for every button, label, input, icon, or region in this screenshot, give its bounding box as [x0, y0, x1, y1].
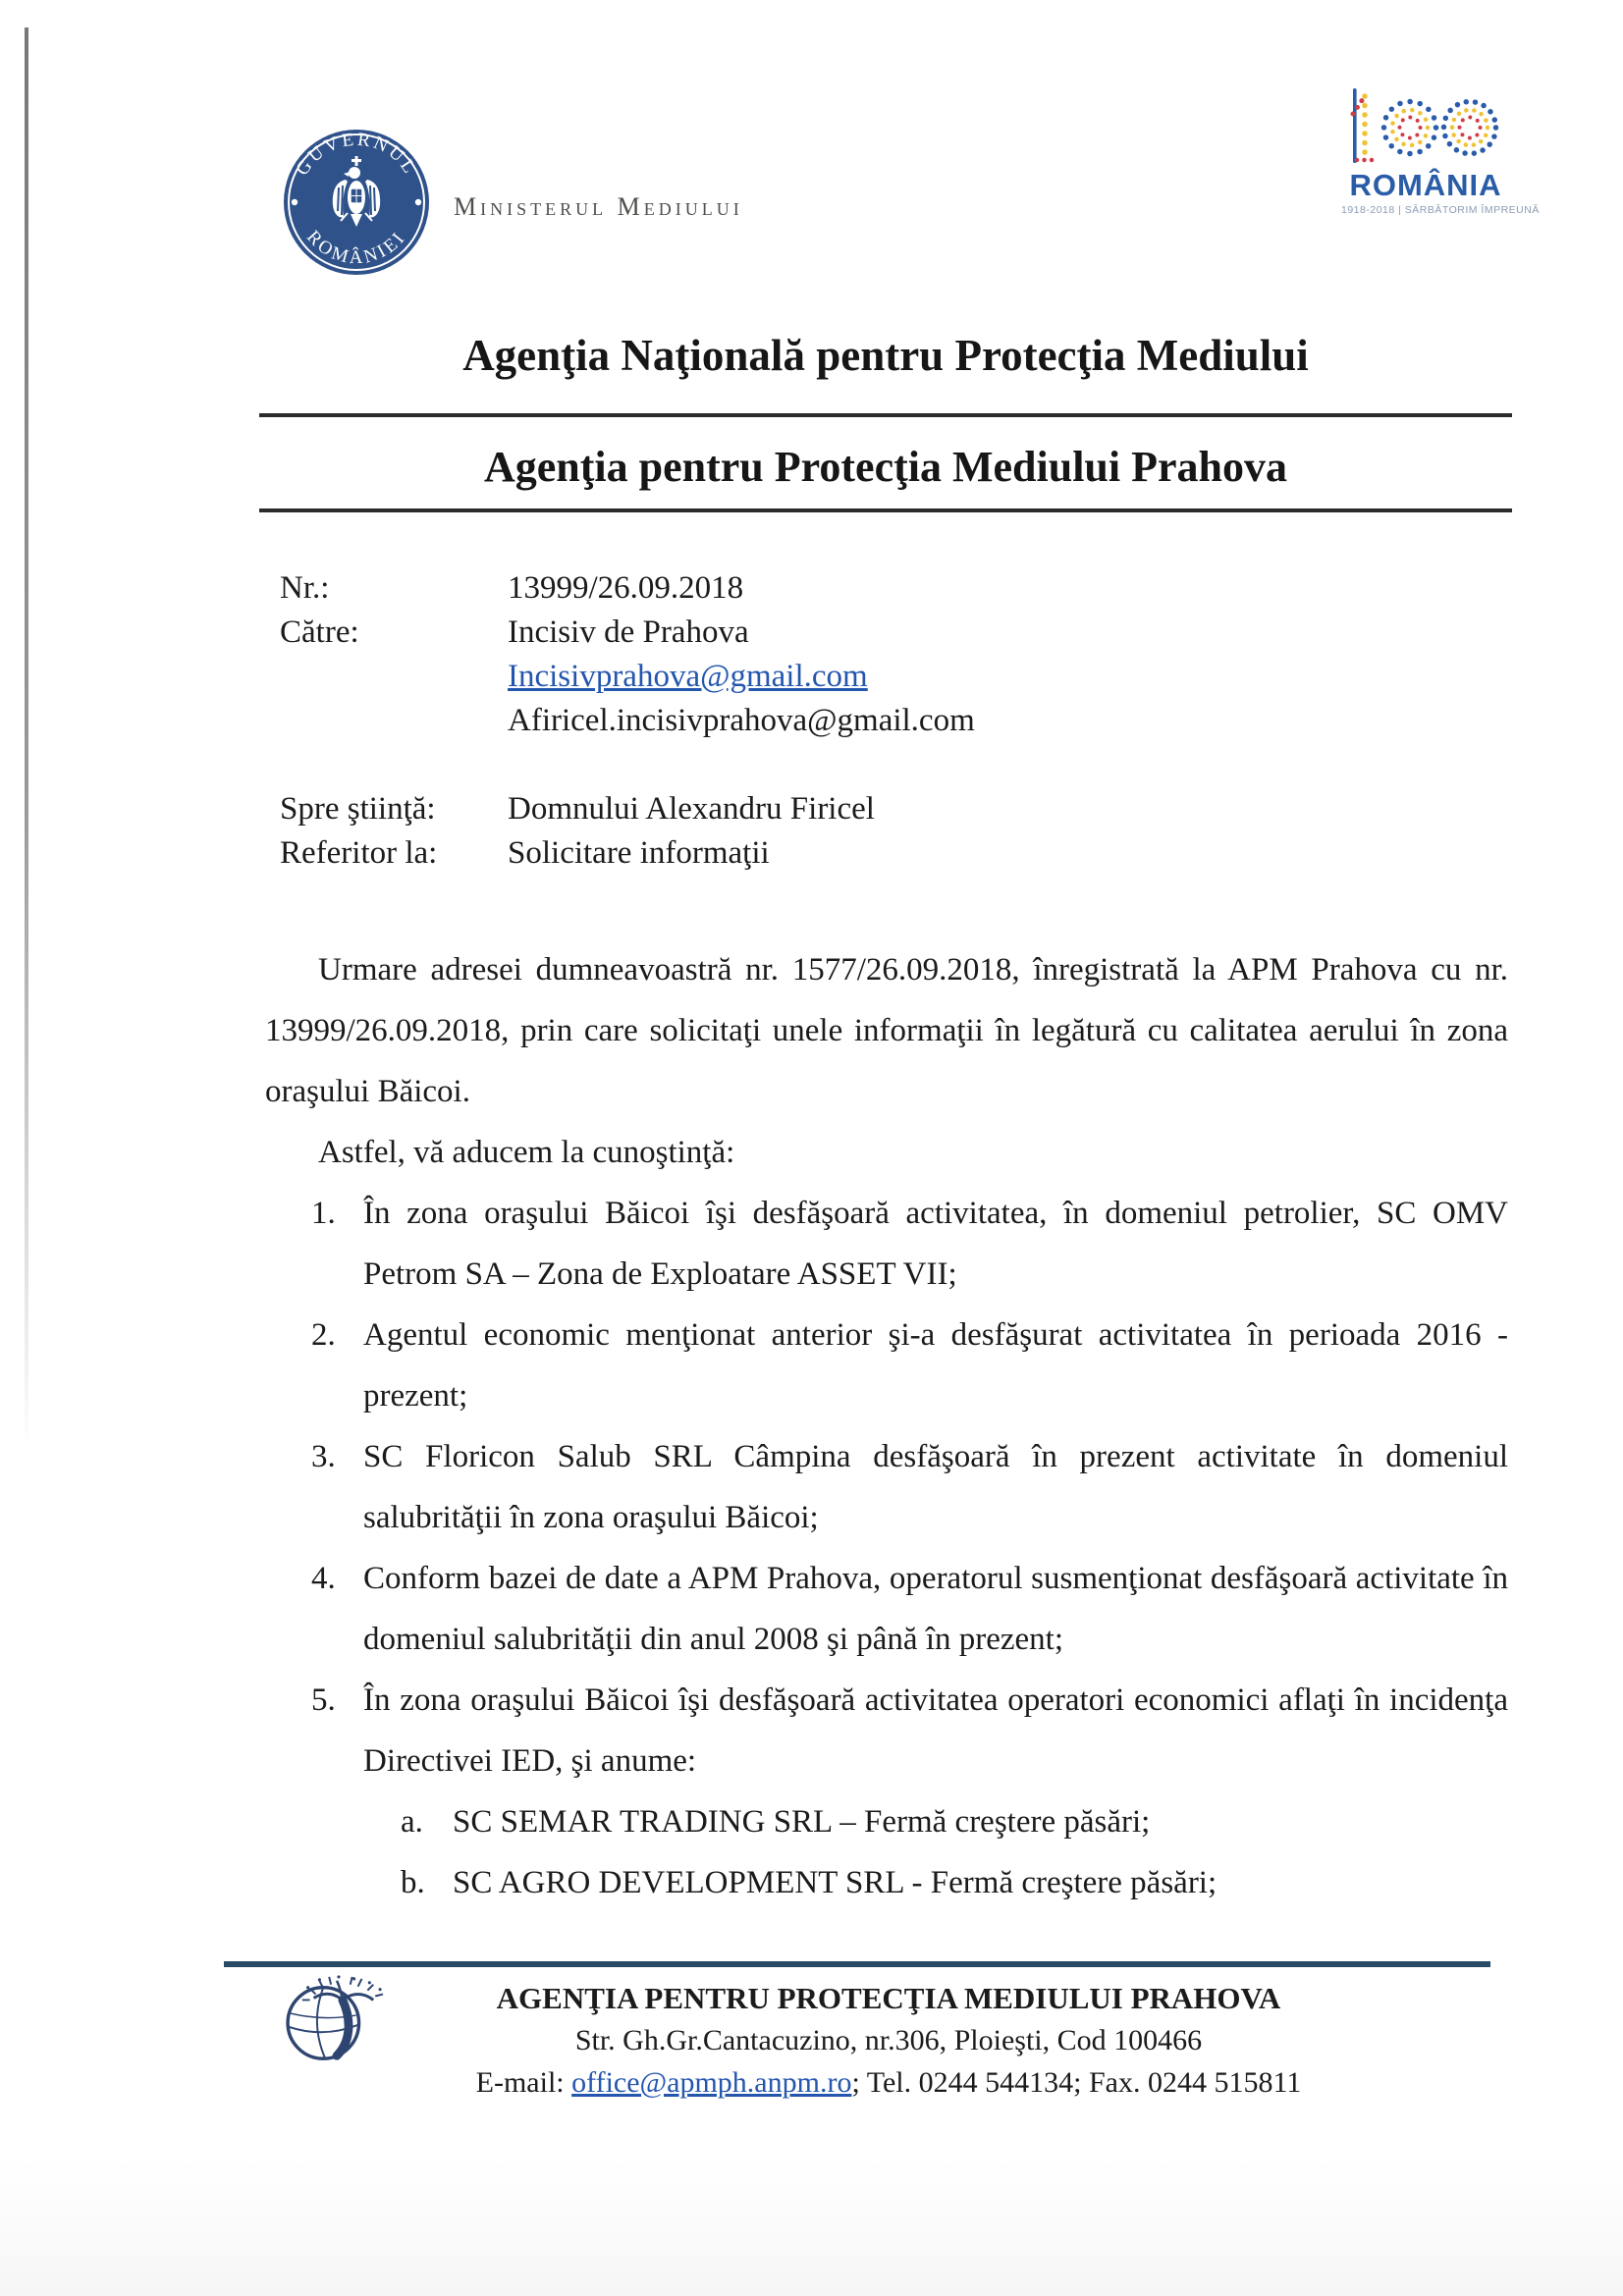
- list-item: [265, 1305, 1508, 1426]
- romania-centennial-logo: [1341, 86, 1540, 216]
- sub-item-letter: a.: [401, 1804, 423, 1840]
- lead-in-paragraph: Astfel, vă aducem la cunoştinţă:: [318, 1135, 735, 1170]
- centennial-tagline: 1918-2018 | SĂRBĂTORIM ÎMPREUNĂ: [1341, 204, 1540, 216]
- list-item-text: În zona oraşului Băicoi îşi desfăşoară activitatea operatori economici aflaţi în incidenţa Directivei IED, şi anume:: [363, 1682, 1508, 1779]
- list-item-number: 5.: [311, 1682, 336, 1718]
- title-divider-rule-bottom: [259, 508, 1512, 512]
- addressee-email-secondary: Afiricel.incisivprahova@gmail.com: [508, 703, 975, 738]
- meta-row-number: [280, 566, 975, 611]
- list-item: [265, 1183, 1508, 1305]
- cc-name: Domnului Alexandru Firicel: [508, 791, 875, 827]
- sub-list-item: [265, 1791, 1508, 1852]
- list-item-text: Agentul economic menţionat anterior şi-a desfăşurat activitatea în perioada 2016 - prezent;: [363, 1317, 1508, 1414]
- sub-item-text: SC AGRO DEVELOPMENT SRL - Fermă creştere păsări;: [453, 1865, 1217, 1900]
- addressee-email-link[interactable]: Incisivprahova@gmail.com: [508, 659, 868, 694]
- meta-label: [280, 655, 508, 699]
- registration-number: 13999/26.09.2018: [508, 570, 744, 606]
- list-item-text: În zona oraşului Băicoi îşi desfăşoară activitatea, în domeniul petrolier, SC OMV Petrom SA – Zona de Exploatare ASSET VII;: [363, 1196, 1508, 1292]
- list-item-number: 4.: [311, 1561, 336, 1596]
- centennial-100-icon: [1348, 86, 1503, 167]
- meta-row-email-2: [280, 699, 975, 743]
- footer-email-link[interactable]: office@apmph.anpm.ro: [571, 2066, 852, 2099]
- list-item-text: SC Floricon Salub SRL Câmpina desfăşoară în prezent activitate în domeniul salubrităţii în zona oraşului Băicoi;: [363, 1439, 1508, 1535]
- footer-contact-block: [324, 1977, 1453, 2104]
- subject-text: Solicitare informaţii: [508, 835, 770, 871]
- list-item: [265, 1426, 1508, 1548]
- seal-top-text: GUVERNUL: [292, 129, 421, 180]
- list-item-number: 1.: [311, 1196, 336, 1231]
- footer-email-label: E-mail:: [475, 2066, 572, 2099]
- intro-paragraph: Urmare adresei dumneavoastră nr. 1577/26.09.2018, înregistrată la APM Prahova cu nr. 13999/26.09.2018, prin care solicitaţi unele informaţii în legătură cu calitatea aerului în zona oraşului Băicoi.: [265, 952, 1508, 1109]
- government-of-romania-seal-icon: [283, 129, 430, 276]
- footer-phone-fax: ; Tel. 0244 544134; Fax. 0244 515811: [851, 2066, 1302, 2099]
- footer-address: Str. Gh.Gr.Cantacuzino, nr.306, Ploieşti, Cod 100466: [574, 2024, 1203, 2056]
- addressee-name: Incisiv de Prahova: [508, 614, 749, 650]
- letter-body: [265, 939, 1508, 1913]
- list-item-text: Conform bazei de date a APM Prahova, operatorul susmenţionat desfăşoară activitate în domeniul salubrităţii din anul 2008 şi până în prezent;: [363, 1561, 1508, 1657]
- meta-label: Nr.:: [280, 570, 330, 606]
- footer-divider-rule: [224, 1961, 1490, 1967]
- title-divider-rule-top: [259, 413, 1512, 417]
- meta-row-subject: [280, 831, 975, 876]
- scan-bottom-shade: [0, 2159, 1623, 2296]
- meta-row-cc: [280, 787, 975, 831]
- footer-contact-line: [324, 2061, 1453, 2104]
- scan-artifact-line: [25, 27, 28, 1451]
- list-item-number: 3.: [311, 1439, 336, 1474]
- centennial-country-wordmark: ROMÂNIA: [1349, 168, 1502, 202]
- letter-meta-block: [280, 566, 975, 876]
- meta-label: Spre ştiinţă:: [280, 791, 436, 827]
- national-agency-title: Agenţia Naţională pentru Protecţia Mediului: [462, 331, 1309, 380]
- list-item: [265, 1548, 1508, 1670]
- meta-label: Către:: [280, 614, 359, 650]
- meta-label: [280, 699, 508, 743]
- sub-item-letter: b.: [401, 1865, 425, 1900]
- ministry-name: Ministerul Mediului: [454, 192, 743, 221]
- seal-bottom-text: ROMÂNIEI: [302, 227, 410, 269]
- sub-list-item: [265, 1852, 1508, 1913]
- meta-label: Referitor la:: [280, 835, 438, 871]
- footer-organization-name: AGENŢIA PENTRU PROTECŢIA MEDIULUI PRAHOVA: [496, 1981, 1281, 2015]
- meta-row-email-1: [280, 655, 975, 699]
- list-item-number: 2.: [311, 1317, 336, 1353]
- county-agency-title: Agenţia pentru Protecţia Mediului Prahova: [484, 443, 1287, 491]
- meta-row-addressee: [280, 611, 975, 655]
- list-item: [265, 1670, 1508, 1791]
- sub-item-text: SC SEMAR TRADING SRL – Fermă creştere păsări;: [453, 1804, 1151, 1840]
